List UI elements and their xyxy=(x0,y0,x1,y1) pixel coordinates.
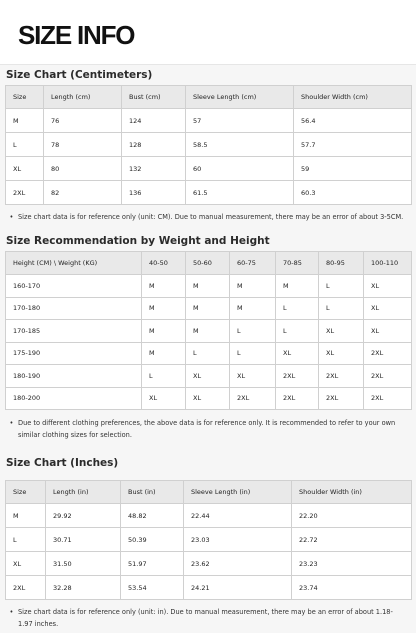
table-cell: 136 xyxy=(122,181,186,205)
table-cell: 2XL xyxy=(364,365,412,388)
page-header xyxy=(0,0,416,65)
table-cell: 22.44 xyxy=(184,504,292,528)
table-cell: M xyxy=(186,275,230,298)
table-cell: M xyxy=(186,320,230,343)
table-cell: 2XL xyxy=(6,181,44,205)
column-header: Sleeve Length (cm) xyxy=(186,86,294,109)
table-row xyxy=(6,528,412,552)
table-cell: L xyxy=(6,133,44,157)
table-cell: 32.28 xyxy=(46,576,121,600)
table-cell: 60.3 xyxy=(294,181,412,205)
table-cell: 57 xyxy=(186,109,294,133)
column-header: 40-50 xyxy=(142,252,186,275)
column-header: Length (cm) xyxy=(44,86,122,109)
table-cell: M xyxy=(142,320,186,343)
table-cell: XL xyxy=(142,387,186,410)
table-row xyxy=(6,297,412,320)
table-cell: 80 xyxy=(44,157,122,181)
table-row xyxy=(6,576,412,600)
note-text: Size chart data is for reference only (unit: in). Due to manual measurement, there may be an error of about 1.18-1.97 inches. xyxy=(18,608,393,628)
table-cell: 170-180 xyxy=(6,297,142,320)
table-cell: 22.72 xyxy=(292,528,412,552)
table-cell: 2XL xyxy=(276,365,319,388)
table-cell: M xyxy=(276,275,319,298)
bullet-icon: • xyxy=(9,419,14,427)
size-recommendation-table xyxy=(5,251,412,410)
table-cell: XL xyxy=(230,365,276,388)
table-cell: M xyxy=(142,275,186,298)
column-header: Shoulder Width (cm) xyxy=(294,86,412,109)
table-cell: 2XL xyxy=(276,387,319,410)
table-row xyxy=(6,342,412,365)
column-header: Bust (in) xyxy=(121,481,184,504)
section-title-cm: Size Chart (Centimeters) xyxy=(6,69,153,81)
table-cell: L xyxy=(230,320,276,343)
table-row xyxy=(6,275,412,298)
table-cell: XL xyxy=(186,365,230,388)
table-row xyxy=(6,552,412,576)
column-header: Size xyxy=(6,86,44,109)
column-header: Height (CM) \ Weight (KG) xyxy=(6,252,142,275)
table-cell: L xyxy=(276,320,319,343)
column-header: 70-85 xyxy=(276,252,319,275)
bullet-icon: • xyxy=(9,213,14,221)
table-cell: L xyxy=(6,528,46,552)
table-cell: 76 xyxy=(44,109,122,133)
note-recommendation xyxy=(5,410,411,448)
table-cell: L xyxy=(186,342,230,365)
table-cell: 22.20 xyxy=(292,504,412,528)
column-header: 60-75 xyxy=(230,252,276,275)
table-cell: M xyxy=(230,297,276,320)
table-cell: M xyxy=(142,297,186,320)
table-cell: 23.62 xyxy=(184,552,292,576)
table-row xyxy=(6,504,412,528)
table-cell: 124 xyxy=(122,109,186,133)
table-header-row xyxy=(6,481,412,504)
size-chart-cm-table xyxy=(5,85,412,205)
table-cell: 50.39 xyxy=(121,528,184,552)
table-cell: L xyxy=(319,297,364,320)
table-cell: 31.50 xyxy=(46,552,121,576)
bullet-icon: • xyxy=(9,608,14,616)
table-cell: 60 xyxy=(186,157,294,181)
table-cell: 2XL xyxy=(319,365,364,388)
table-cell: 180-200 xyxy=(6,387,142,410)
table-cell: 2XL xyxy=(230,387,276,410)
page-title: SIZE INFO xyxy=(18,20,135,50)
table-cell: M xyxy=(230,275,276,298)
size-chart-inches-table xyxy=(5,480,412,600)
table-cell: 23.23 xyxy=(292,552,412,576)
table-cell: 23.74 xyxy=(292,576,412,600)
table-header-row xyxy=(6,86,412,109)
table-row xyxy=(6,157,412,181)
table-cell: L xyxy=(230,342,276,365)
table-cell: 58.5 xyxy=(186,133,294,157)
table-row xyxy=(6,133,412,157)
table-row xyxy=(6,387,412,410)
note-text: Size chart data is for reference only (unit: CM). Due to manual measurement, there may be an error of about 3-5CM. xyxy=(18,213,404,221)
table-cell: 2XL xyxy=(6,576,46,600)
table-row xyxy=(6,320,412,343)
column-header: Bust (cm) xyxy=(122,86,186,109)
table-cell: XL xyxy=(276,342,319,365)
section-title-inches: Size Chart (Inches) xyxy=(6,457,119,469)
column-header: 80-95 xyxy=(319,252,364,275)
table-cell: XL xyxy=(364,320,412,343)
table-row xyxy=(6,109,412,133)
table-cell: 56.4 xyxy=(294,109,412,133)
table-cell: L xyxy=(142,365,186,388)
table-cell: M xyxy=(186,297,230,320)
table-cell: XL xyxy=(319,320,364,343)
column-header: 100-110 xyxy=(364,252,412,275)
table-cell: 180-190 xyxy=(6,365,142,388)
table-cell: 160-170 xyxy=(6,275,142,298)
table-cell: M xyxy=(142,342,186,365)
table-cell: 132 xyxy=(122,157,186,181)
section-title-recommendation: Size Recommendation by Weight and Height xyxy=(6,235,270,247)
table-cell: XL xyxy=(319,342,364,365)
table-cell: M xyxy=(6,109,44,133)
table-cell: 78 xyxy=(44,133,122,157)
table-cell: L xyxy=(319,275,364,298)
table-cell: XL xyxy=(364,275,412,298)
column-header: Shoulder Width (in) xyxy=(292,481,412,504)
column-header: Size xyxy=(6,481,46,504)
note-cm xyxy=(5,205,411,229)
table-cell: 59 xyxy=(294,157,412,181)
table-cell: L xyxy=(276,297,319,320)
table-cell: 82 xyxy=(44,181,122,205)
table-cell: 175-190 xyxy=(6,342,142,365)
note-inches xyxy=(5,600,411,630)
table-row xyxy=(6,365,412,388)
table-cell: XL xyxy=(364,297,412,320)
column-header: 50-60 xyxy=(186,252,230,275)
table-cell: 23.03 xyxy=(184,528,292,552)
table-row xyxy=(6,181,412,205)
table-cell: 2XL xyxy=(364,387,412,410)
table-header-row xyxy=(6,252,412,275)
table-cell: XL xyxy=(186,387,230,410)
content-area xyxy=(0,65,416,633)
table-cell: 53.54 xyxy=(121,576,184,600)
table-cell: 48.82 xyxy=(121,504,184,528)
table-cell: 2XL xyxy=(364,342,412,365)
table-cell: 57.7 xyxy=(294,133,412,157)
table-cell: 24.21 xyxy=(184,576,292,600)
table-cell: 61.5 xyxy=(186,181,294,205)
table-cell: 128 xyxy=(122,133,186,157)
column-header: Length (in) xyxy=(46,481,121,504)
table-cell: 30.71 xyxy=(46,528,121,552)
table-cell: 51.97 xyxy=(121,552,184,576)
column-header: Sleeve Length (in) xyxy=(184,481,292,504)
table-cell: 29.92 xyxy=(46,504,121,528)
table-cell: XL xyxy=(6,552,46,576)
table-cell: M xyxy=(6,504,46,528)
table-cell: 2XL xyxy=(319,387,364,410)
note-text: Due to different clothing preferences, the above data is for reference only. It is recommended to refer to your own similar clothing sizes for selection. xyxy=(18,419,396,439)
table-cell: 170-185 xyxy=(6,320,142,343)
table-cell: XL xyxy=(6,157,44,181)
